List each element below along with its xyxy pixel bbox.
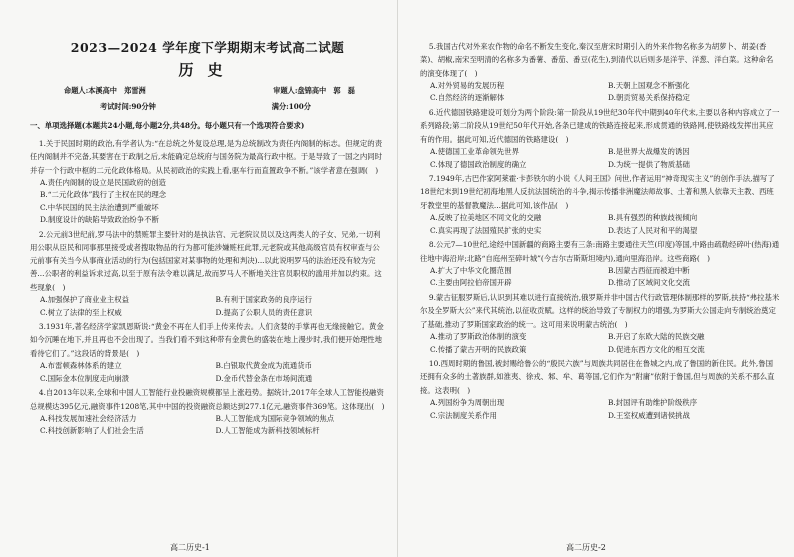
page-footer-right: 高二历史-2	[566, 543, 606, 552]
answer-option: C.主要由阿拉伯帝国开辟	[430, 278, 512, 288]
question-stem: 4.自2013年以来,全球和中国人工智能行业投融资规模都呈上涨趋势。据统计,2017年全球人工智能投融资总规模达395亿元,融资事件1208笔,其中中国的投资融资总额达到277.1亿元,融资事件369笔。这体现出( )	[30, 388, 385, 411]
answer-option: D.朝贡贸易关系保持稳定	[608, 93, 690, 103]
answer-option: B.白银取代黄金成为流通货币	[215, 361, 312, 371]
subject-title: 历史	[178, 61, 237, 79]
answer-option: C.自然经济的逐渐解体	[430, 93, 505, 103]
answer-option: A.推动了罗斯政治体制的演变	[430, 331, 527, 341]
answer-option: B.封国评有助维护阶级秩序	[608, 397, 698, 407]
answer-options	[430, 331, 780, 356]
answer-option: A.扩大了中华文化圈范围	[430, 265, 512, 275]
question-stem: 6.近代德国铁路建设可划分为两个阶段:第一阶段从19世纪30年代中期到40年代末,主要以各种内容成立了一系列路段;第二阶段从19世纪50年代开始,各条已建成的铁路连接起来,形成贯通的铁路网,使铁路线发挥出其应有的作用。据此可知,近代德国的铁路建设( )	[420, 108, 780, 144]
question-block	[30, 320, 385, 385]
author-text: 命题人:本溪高中 郑雷洲	[64, 86, 146, 95]
answer-option: B.有利于国家政务的良序运行	[215, 295, 312, 304]
question-block	[30, 137, 385, 227]
answer-options	[430, 397, 780, 422]
answer-option: A.反映了拉美地区不同文化的交融	[430, 213, 542, 223]
answer-option: B.开启了东欧大陆的民族交融	[608, 331, 705, 341]
answer-option: C.科技创新影响了人们社会生活	[40, 426, 144, 436]
answer-option: D.王室权威遭到诸侯挑战	[608, 410, 690, 420]
answer-option: B.具有强烈的种族歧视倾向	[608, 213, 698, 223]
question-block	[420, 291, 780, 356]
answer-options	[430, 146, 780, 171]
answer-options	[430, 80, 780, 105]
answer-option: B.是世界大战爆发的诱因	[608, 146, 690, 156]
question-stem: 5.我国古代对外来农作物的命名不断发生变化,秦汉至唐宋时期引入的外来作物名称多为胡萝卜、胡姜(香菜)、胡椒,南宋至明清的名称多为番薯、番茄、番豆(花生),到清代以后则多是洋芋、洋葱、洋白菜。这种命名的演变体现了( )	[420, 42, 774, 78]
score-text: 满分:100分	[271, 102, 311, 111]
answer-option: D.为统一提供了物质基础	[608, 159, 690, 169]
question-stem: 2.公元前3世纪前,罗马法中的禁赃罪主要针对的是执法官、元老院议员以及这两类人的子女、兄弟,一切利用公职从臣民和同事那里接受或者搜取物品的行为都可能涉嫌赃枉此罪,元老院或其他高级官员有权审查与公元前事有关当今从事商业活动的行为(包括国家对某事物的处理和判决)...以此说明罗马的法治还没有较为完善...公职者的利益诉求过高,以至于原有法令难以满足,故而罗马人不断地关注官员职权的滥用并加以约束。这些现象( )	[30, 229, 382, 292]
question-block	[420, 106, 780, 171]
question-block	[420, 172, 780, 237]
question-stem: 8.公元7—10世纪,途经中国新疆的商路主要有三条:南路主要通往天竺(印度)等国,中路由疏勒经碎叶(热海)通往地中海沿岸;北路“自庭州至碎叶城”(今吉尔吉斯斯坦境内),通向里海沿岸。这些商路( )	[420, 240, 780, 263]
answer-option: D.人工智能成为新科技领域标杆	[215, 426, 320, 436]
answer-option: C.国际金本位制度走向崩溃	[40, 373, 130, 383]
page-footer-left: 高二历史-1	[170, 543, 210, 552]
answer-option: C.宗法制度关系作用	[430, 410, 497, 420]
answer-options	[40, 360, 385, 385]
right-question-list	[420, 40, 780, 422]
answer-option: C.真实再现了法国殖民扩张的史实	[430, 225, 542, 235]
question-stem: 1.关于民国时期的政治,有学者认为:“在总统之外复设总理,是为总统制改为责任内阁制的标志。但规定的责任内阁制并不完备,其要害在于政制之后,未能确定总统府与国务院为最高行政中枢。于是导致了一国之内同时并存一个行政中枢的二元化政体格局。从民初政治的实践上看,驱车行而直置政争不断。”该学者意在强调( )	[30, 139, 383, 175]
answer-option: C.传播了蒙古开明的民族政策	[430, 344, 527, 354]
answer-options	[430, 212, 780, 237]
question-block	[30, 386, 385, 438]
answer-option: C.树立了法律的至上权威	[40, 307, 122, 317]
question-stem: 7.1949年,古巴作家阿莱霍·卡彭铁尔的小说《人间王国》问世,作者运用“神奇现实主义”的创作手法,描写了18世纪末到19世纪初海地黑人反抗法国统治的斗争,揭示传播非洲魔法师故事、土著和黑人依靠天主教、西班牙教堂里的基督教魔法...据此可知,该作品( )	[420, 174, 775, 210]
right-page	[397, 0, 794, 557]
answer-option: A.列国纷争为周朝出现	[430, 397, 505, 407]
answer-option: A.责任内阁制的设立是民国政府的创造	[40, 177, 166, 187]
question-block	[420, 40, 780, 105]
answer-option: A.对外贸易的发展历程	[430, 80, 505, 90]
answer-options	[430, 265, 780, 290]
question-stem: 9.蒙古征服罗斯后,认识到其难以进行直接统治,俄罗斯并非中国古代行政管理体制那样的罗斯,扶持“弗拉基米尔及全罗斯大公”来代其统治,以征收贡赋。这样的统治导致了专制权力的增强,为罗斯大公国走向专制统治奠定了基础,推动了罗斯国家政治的统一。这可用来说明蒙古统治( )	[420, 293, 780, 329]
answer-options	[40, 177, 385, 227]
answer-option: A.使德国工业革命领先世界	[430, 146, 519, 156]
section-heading: 一、单项选择题(本题共24小题,每小题2分,共48分。每小题只有一个选项符合要求)	[30, 121, 305, 130]
answer-option: D.促进东西方文化的相互交流	[608, 344, 705, 354]
answer-option: B.人工智能成为国际竞争领域的焦点	[215, 413, 335, 423]
reviewer-text: 审题人:盘锦高中 郭 磊	[273, 86, 355, 95]
time-text: 考试时间:90分钟	[100, 102, 156, 111]
answer-options	[40, 294, 385, 319]
question-stem: 10.西周时期的鲁国,被封赐给鲁公的“殷民六族”与周族共同居住在鲁城之内,成了鲁国的新住民。此外,鲁国还拥有众多的土著族群,如淮夷、徐戎、邾、牟、葛等国,它们作为“附庸”依附于鲁国,但与周族的关系不那么直接。这表明( )	[420, 359, 775, 395]
question-block	[420, 357, 780, 422]
answer-option: D.金币代替金条在市场间流通	[215, 373, 313, 383]
answer-option: B.因蒙古西征而被迫中断	[608, 265, 690, 275]
answer-option: D.提高了公职人员的责任意识	[215, 307, 313, 317]
meta-row-2	[30, 102, 385, 112]
question-block	[420, 238, 780, 290]
answer-option: A.加强保护了商业业主权益	[40, 295, 129, 304]
left-question-list	[30, 137, 385, 438]
answer-option: B.天朝上国观念不断强化	[608, 80, 690, 90]
answer-option: D.表达了人民对和平的渴望	[608, 225, 698, 235]
answer-option: D.推动了区域间文化交流	[608, 278, 690, 288]
question-block	[30, 228, 385, 320]
answer-option: D.制度设计的缺陷导致政治纷争不断	[40, 215, 159, 225]
answer-option: B.“二元化政体”践行了主权在民的理念	[40, 190, 167, 200]
answer-options	[40, 413, 385, 438]
answer-option: A.布雷顿森林体系的建立	[40, 361, 122, 371]
question-stem: 3.1931年,著名经济学家凯恩斯说:“黄金不再在人们手上传来传去。人们贪婪的手掌再也无缘接触它。黄金如今沉睡在地下,并且再也不会出现了。当我们看不到这种带有金黄色的盛装在地上漫步时,我们便开始理性地看待它们了。”这段话的背景是( )	[30, 322, 384, 358]
answer-option: C.体现了德国政治制度的确立	[430, 159, 527, 169]
answer-option: A.科技发展加速社会经济活力	[40, 413, 137, 423]
answer-option: C.中华民国的民主法治遭到严重破坏	[40, 202, 159, 212]
exam-title: 2023—2024 学年度下学期期末考试高二试题	[70, 40, 345, 55]
meta-row-1	[30, 86, 385, 96]
